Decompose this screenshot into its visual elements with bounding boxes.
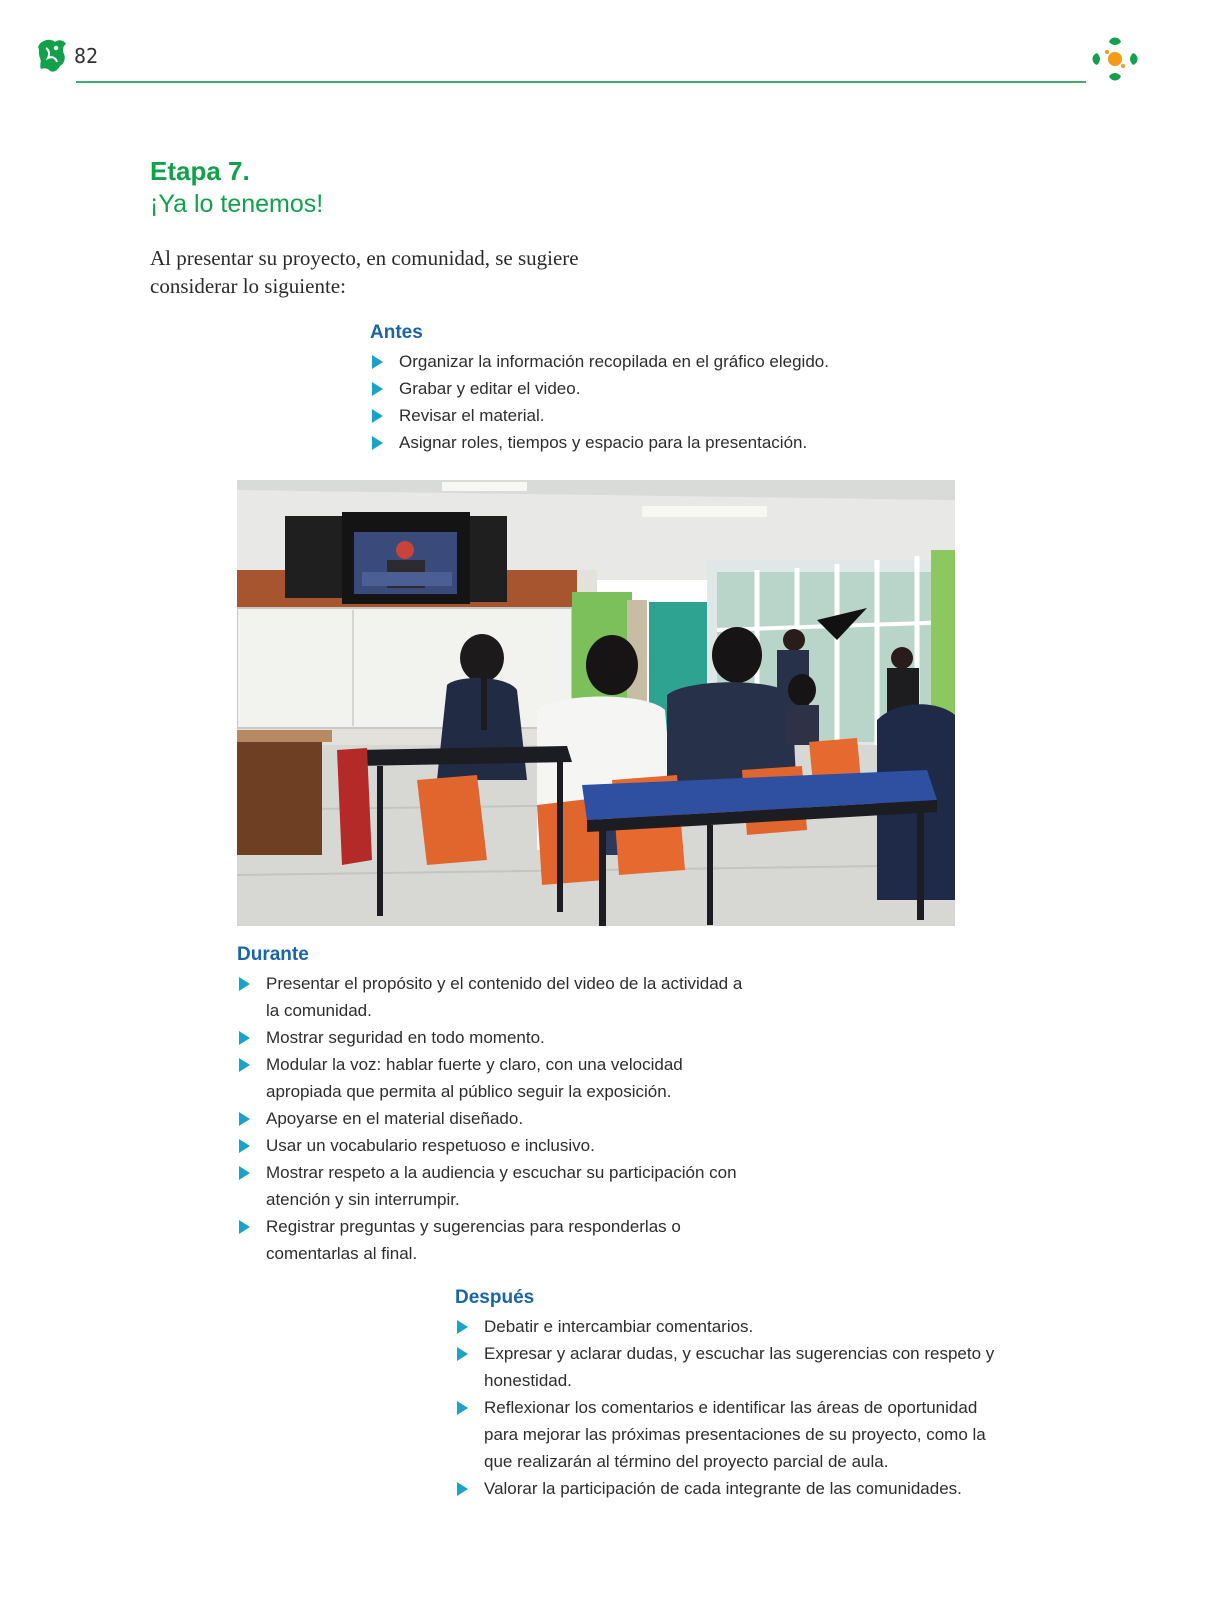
bullet-arrow-icon [239, 1112, 250, 1126]
list-item: Valorar la participación de cada integrante de las comunidades. [455, 1475, 1015, 1502]
list-item: Asignar roles, tiempos y espacio para la presentación. [370, 429, 890, 456]
stage-title: Etapa 7. [150, 156, 250, 186]
book-logo-icon [36, 38, 68, 74]
section-heading-despues: Después [455, 1287, 535, 1308]
bullet-arrow-icon [372, 382, 383, 396]
list-item: Revisar el material. [370, 402, 890, 429]
section-durante [237, 944, 757, 1267]
list-item: Mostrar respeto a la audiencia y escuchar su participación con atención y sin interrumpir. [237, 1159, 757, 1213]
section-heading-durante: Durante [237, 944, 309, 965]
list-item: Usar un vocabulario respetuoso e inclusivo. [237, 1132, 757, 1159]
list-item: Apoyarse en el material diseñado. [237, 1105, 757, 1132]
bullet-arrow-icon [457, 1482, 468, 1496]
stage-subtitle: ¡Ya lo tenemos! [150, 190, 324, 218]
bullet-arrow-icon [239, 1220, 250, 1234]
list-item: Grabar y editar el video. [370, 375, 890, 402]
bullet-arrow-icon [239, 1139, 250, 1153]
bullet-arrow-icon [457, 1320, 468, 1334]
list-item: Organizar la información recopilada en el gráfico elegido. [370, 348, 890, 375]
bullet-arrow-icon [372, 355, 383, 369]
bullet-arrow-icon [239, 977, 250, 991]
list-item: Reflexionar los comentarios e identificar las áreas de oportunidad para mejorar las próximas presentaciones de su proyecto, como la que realizarán al término del proyecto parcial de aula. [455, 1394, 1015, 1475]
list-item: Debatir e intercambiar comentarios. [455, 1313, 1015, 1340]
classroom-photo [237, 480, 955, 926]
section-heading-antes: Antes [370, 322, 423, 343]
bullet-arrow-icon [372, 436, 383, 450]
list-item: Modular la voz: hablar fuerte y claro, con una velocidad apropiada que permita al público seguir la exposición. [237, 1051, 757, 1105]
page-number: 82 [74, 44, 99, 68]
bullet-arrow-icon [457, 1401, 468, 1415]
list-item: Presentar el propósito y el contenido del video de la actividad a la comunidad. [237, 970, 757, 1024]
section-despues [455, 1287, 1015, 1502]
bullet-arrow-icon [239, 1031, 250, 1045]
intro-paragraph: Al presentar su proyecto, en comunidad, se sugiere considerar lo siguiente: [150, 246, 579, 298]
list-item: Registrar preguntas y sugerencias para responderlas o comentarlas al final. [237, 1213, 757, 1267]
list-item: Expresar y aclarar dudas, y escuchar las sugerencias con respeto y honestidad. [455, 1340, 1015, 1394]
flower-logo-icon [1087, 32, 1143, 86]
bullet-arrow-icon [372, 409, 383, 423]
bullet-arrow-icon [239, 1058, 250, 1072]
bullet-arrow-icon [239, 1166, 250, 1180]
list-item: Mostrar seguridad en todo momento. [237, 1024, 757, 1051]
header-divider [76, 81, 1086, 83]
section-antes [370, 322, 890, 456]
bullet-arrow-icon [457, 1347, 468, 1361]
